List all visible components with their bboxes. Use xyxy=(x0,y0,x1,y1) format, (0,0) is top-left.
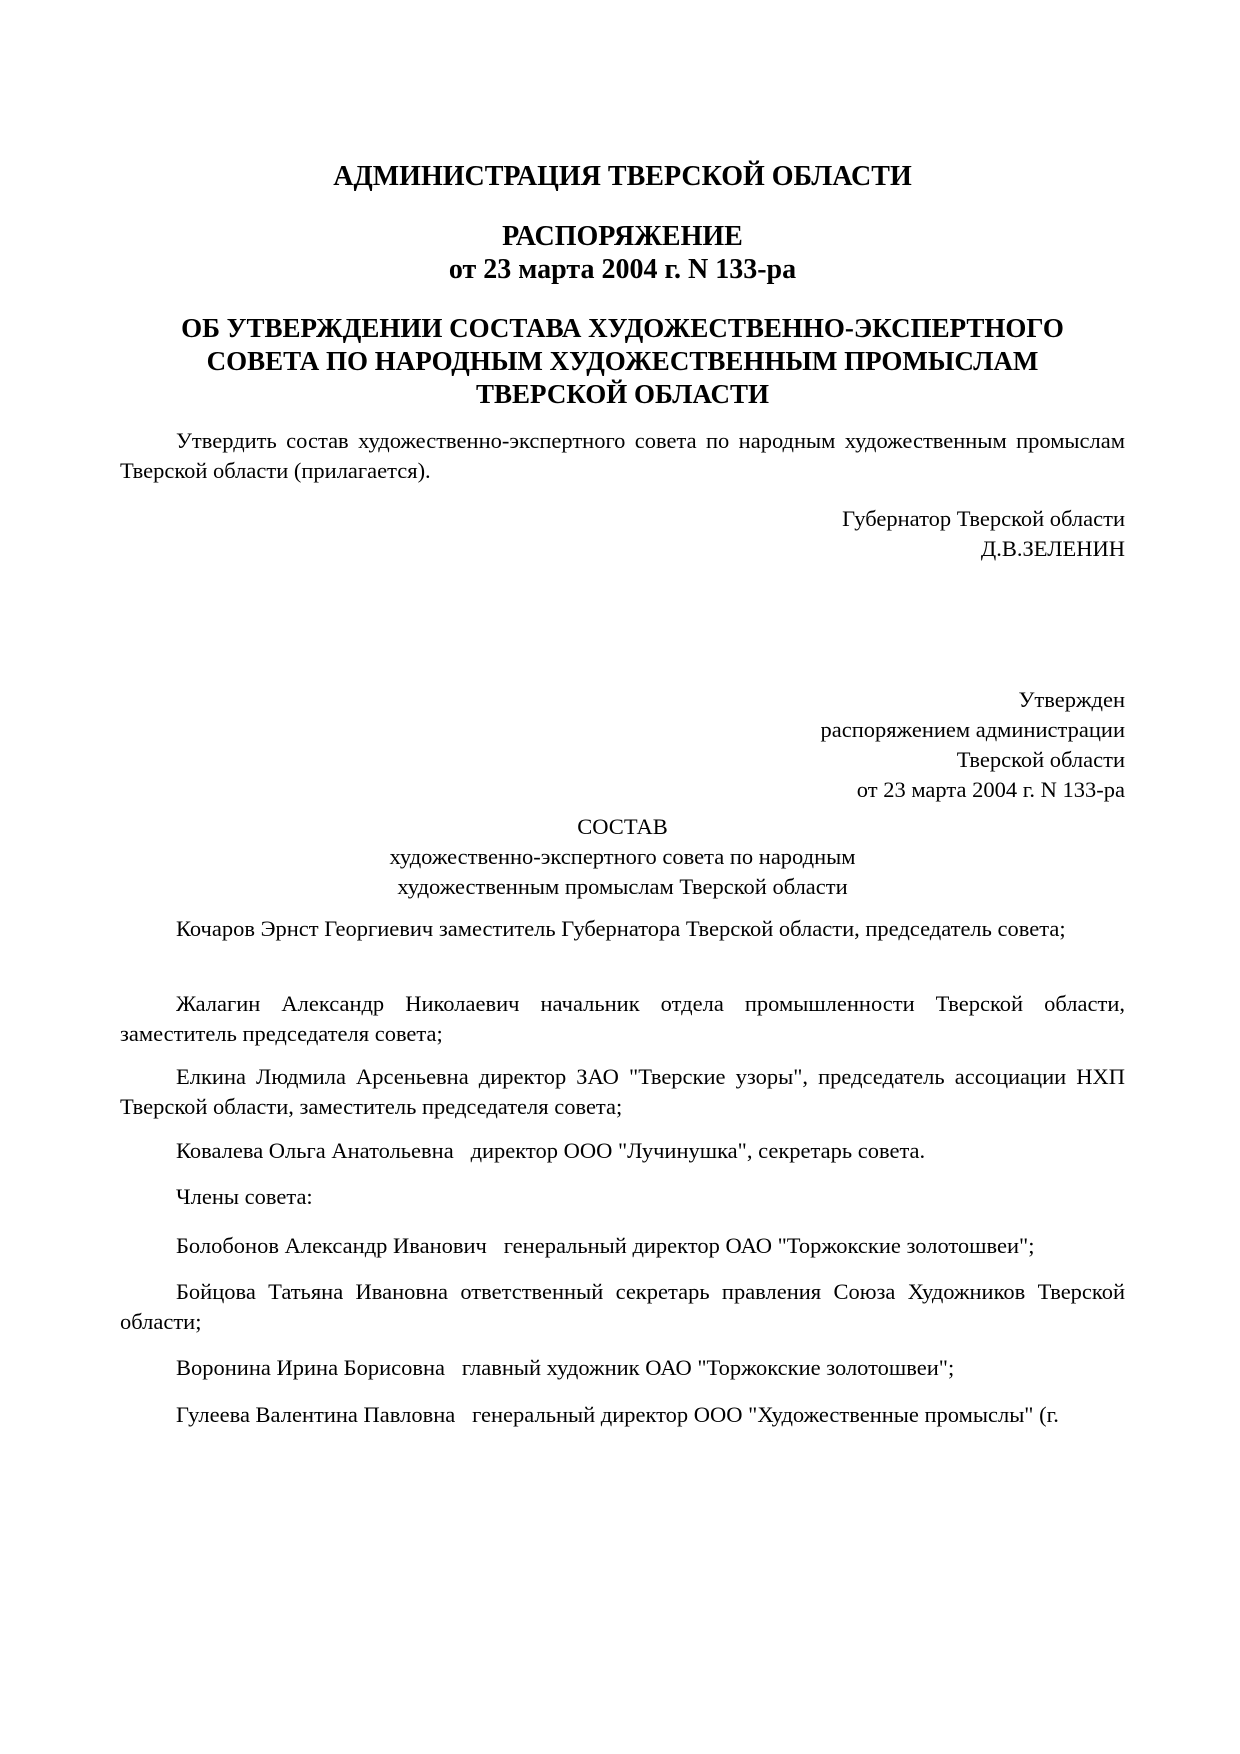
title-line: ТВЕРСКОЙ ОБЛАСТИ xyxy=(476,379,769,409)
member-entry: Жалагин Александр Николаевич начальник отдела промышленности Тверской области, заместитель председателя совета; xyxy=(120,991,1125,1046)
approval-block xyxy=(120,685,1125,805)
member-entry: Воронина Ирина Борисовна главный художник ОАО "Торжокские золотошвеи"; xyxy=(176,1355,955,1380)
member-entry: Болобонов Александр Иванович генеральный директор ОАО "Торжокские золотошвеи"; xyxy=(176,1233,1035,1258)
organization-header: АДМИНИСТРАЦИЯ ТВЕРСКОЙ ОБЛАСТИ xyxy=(333,161,912,192)
member-entry: Кочаров Эрнст Георгиевич заместитель Губернатора Тверской области, председатель совета; xyxy=(176,916,1066,941)
members-subheading: Члены совета: xyxy=(176,1184,313,1209)
approval-line: Утвержден xyxy=(1018,687,1125,712)
title-line: СОВЕТА ПО НАРОДНЫМ ХУДОЖЕСТВЕННЫМ ПРОМЫСЛАМ xyxy=(206,346,1039,376)
document-date: от 23 марта 2004 г. N 133-ра xyxy=(448,254,797,285)
member-entry: Ковалева Ольга Анатольевна директор ООО "Лучинушка", секретарь совета. xyxy=(176,1138,926,1163)
member-entry: Гулеева Валентина Павловна генеральный директор ООО "Художественные промыслы" (г. xyxy=(176,1402,1059,1427)
signature-position: Губернатор Тверской области xyxy=(842,506,1125,531)
composition-heading: СОСТАВ xyxy=(577,814,668,839)
member-entry: Елкина Людмила Арсеньевна директор ЗАО "Тверские узоры", председатель ассоциации НХП Тверской области, заместитель председателя совета; xyxy=(120,1064,1125,1119)
approval-line: Тверской области xyxy=(956,747,1125,772)
signature-name: Д.В.ЗЕЛЕНИН xyxy=(980,536,1125,561)
title-line: ОБ УТВЕРЖДЕНИИ СОСТАВА ХУДОЖЕСТВЕННО-ЭКСПЕРТНОГО xyxy=(181,313,1064,343)
signature-block xyxy=(120,504,1125,564)
document-type: РАСПОРЯЖЕНИЕ xyxy=(502,221,743,252)
document-title xyxy=(120,312,1125,411)
order-paragraph: Утвердить состав художественно-экспертного совета по народным художественным промыслам Тверской области (прилагается). xyxy=(120,428,1125,483)
composition-block xyxy=(120,812,1125,902)
composition-subtitle: художественным промыслам Тверской области xyxy=(397,874,848,899)
approval-line: распоряжением администрации xyxy=(820,717,1125,742)
composition-subtitle: художественно-экспертного совета по народным xyxy=(389,844,856,869)
member-entry: Бойцова Татьяна Ивановна ответственный секретарь правления Союза Художников Тверской области; xyxy=(120,1279,1125,1334)
approval-line: от 23 марта 2004 г. N 133-ра xyxy=(856,777,1125,802)
